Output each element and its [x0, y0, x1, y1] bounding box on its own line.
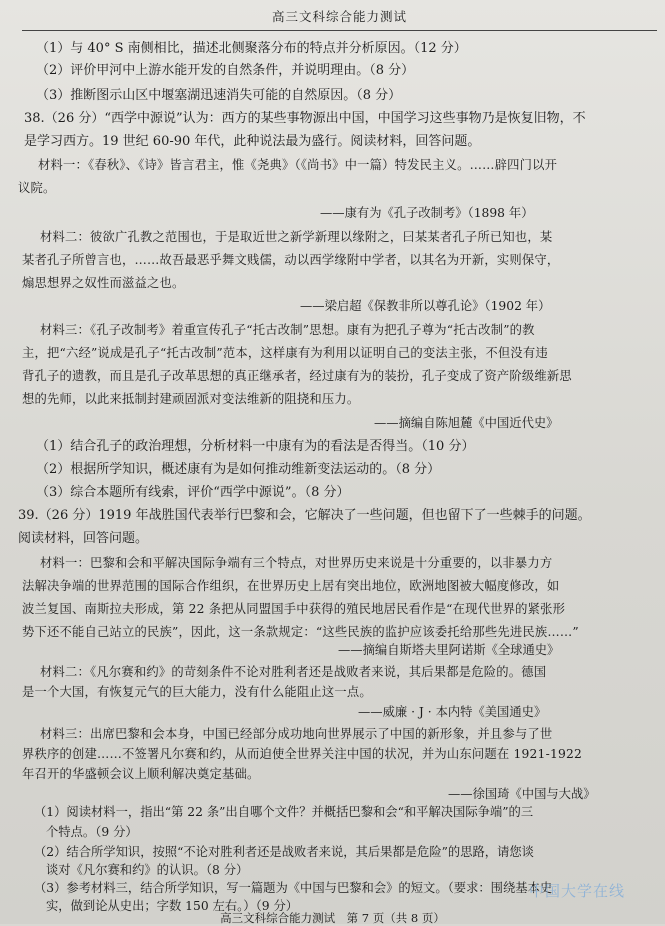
- question-39-2: （2）结合所学知识，按照“不论对胜利者还是战败者来说，其后果都是危险”的思路，请您谈: [34, 845, 534, 859]
- question-39-2-cont: 谈对《凡尔赛和约》的认识。（8 分）: [46, 863, 249, 877]
- question-38-2: （2）根据所学知识，概述康有为是如何推动维新变法运动的。（8 分）: [36, 462, 441, 477]
- q38-material-2: 材料二：彼欲广孔教之范围也，于是取近世之新学新理以缘附之，曰某某者孔子所已知也，某: [40, 230, 553, 244]
- q38-material-3-cont: 主，把“六经”说成是孔子“托古改制”范本，这样康有为利用以证明自己的变法主张，不但没有违: [22, 346, 548, 360]
- q38-material-1-cont: 议院。: [18, 181, 56, 195]
- question-39-stem-cont: 阅读材料，回答问题。: [18, 531, 149, 546]
- q38-source-1: ——康有为《孔子改制考》（1898 年）: [320, 206, 534, 220]
- q38-material-3: 材料三：《孔子改制考》着重宣传孔子“托古改制”思想。康有为把孔子尊为“托古改制”的教: [40, 323, 535, 337]
- question-39-3: （3）参考材料三，结合所学知识，写一篇题为《中国与巴黎和会》的短文。（要求：围绕基本史: [34, 881, 553, 895]
- q38-source-2: ——梁启超《保教非所以尊孔论》（1902 年）: [300, 299, 551, 313]
- watermark: 中国大学在线: [528, 882, 625, 900]
- question-37-1: （1）与 40° S 南侧相比，描述北侧聚落分布的特点并分析原因。（12 分）: [36, 41, 467, 56]
- question-39-stem: 39.（26 分）1919 年战胜国代表举行巴黎和会，它解决了一些问题，但也留下了一些棘手的问题。: [18, 508, 591, 523]
- q38-material-2-cont: 某者孔子所曾言也，……故吾最恶乎舞文贱儒，动以西学缘附中学者，以其名为开新，实则保守，: [22, 253, 560, 267]
- question-38-3: （3）综合本题所有线索，评价“西学中源说”。（8 分）: [36, 485, 350, 500]
- q38-material-3-cont3: 想的先师，以此来抵制封建顽固派对变法维新的阻挠和压力。: [22, 392, 360, 406]
- q39-material-3-cont: 界秩序的创建……不签署凡尔赛和约，从而迫使全世界关注中国的状况，并为山东问题在 1921-1922: [22, 747, 583, 761]
- question-38-stem: 38.（26 分）“西学中源说”认为：西方的某些事物源出中国，中国学习这些事物乃是恢复旧物，不: [24, 111, 586, 126]
- question-39-3-cont: 实，做到论从史出；字数 150 左右。）（9 分）: [46, 899, 299, 913]
- q38-material-3-cont2: 背孔子的遗教，而且是孔子改革思想的真正继承者，经过康有为的装扮，孔子变成了资产阶级维新思: [22, 369, 572, 383]
- q39-source-1: ——摘编自斯塔夫里阿诺斯《全球通史》: [338, 643, 560, 657]
- q39-source-2: ——威廉 · J · 本内特《美国通史》: [358, 705, 547, 719]
- q39-material-1: 材料一：巴黎和会和平解决国际争端有三个特点，对世界历史来说是十分重要的，以非暴力方: [40, 556, 553, 570]
- question-38-1: （1）结合孔子的政治理想，分析材料一中康有为的看法是否得当。（10 分）: [36, 439, 475, 454]
- q39-material-1-cont3: 势下还不能自己站立的民族”，因此，这一条款规定：“这些民族的监护应该委托给那些先进民族……”: [22, 625, 579, 639]
- page-footer: 高三文科综合能力测试 第 7 页（共 8 页）: [220, 911, 445, 925]
- q39-source-3: ——徐国琦《中国与大战》: [448, 787, 596, 801]
- q39-material-3-cont2: 年召开的华盛顿会议上顺利解决奠定基础。: [22, 767, 260, 781]
- q38-material-2-cont2: 煽思想界之奴性而滋益之也。: [22, 276, 185, 290]
- question-39-1-cont: 个特点。（9 分）: [46, 825, 138, 839]
- q39-material-2-cont: 是一个大国，有恢复元气的巨大能力，没有什么能阻止这一点。: [22, 685, 372, 699]
- q39-material-2: 材料二：《凡尔赛和约》的苛刻条件不论对胜利者还是战败者来说，其后果都是危险的。德国: [40, 665, 547, 679]
- question-39-1: （1）阅读材料一，指出“第 22 条”出自哪个文件？并概括巴黎和会“和平解决国际争端”的三: [34, 805, 534, 819]
- q39-material-3: 材料三：出席巴黎和会本身，中国已经部分成功地向世界展示了中国的新形象，并且参与了世: [40, 727, 553, 741]
- q38-source-3: ——摘编自陈旭麓《中国近代史》: [374, 416, 559, 430]
- question-37-3: （3）推断图示山区中堰塞湖迅速消失可能的自然原因。（8 分）: [36, 88, 402, 103]
- question-37-2: （2）评价甲河中上游水能开发的自然条件，并说明理由。（8 分）: [36, 63, 415, 78]
- question-38-stem-cont: 是学习西方。19 世纪 60-90 年代，此种说法最为盛行。阅读材料，回答问题。: [24, 134, 481, 149]
- q39-material-1-cont2: 波兰复国、南斯拉夫形成，第 22 条把从同盟国手中获得的殖民地居民看作是“在现代世界的紧张形: [22, 602, 566, 616]
- q38-material-1: 材料一：《春秋》、《诗》皆言君主，惟《尧典》（《尚书》中一篇）特发民主义。……辟四门以开: [38, 158, 558, 172]
- q39-material-1-cont: 法解决争端的世界范围的国际合作组织，在世界历史上居有突出地位，欧洲地图被大幅度修改，如: [22, 579, 560, 593]
- page-header: 高三文科综合能力测试: [22, 0, 657, 31]
